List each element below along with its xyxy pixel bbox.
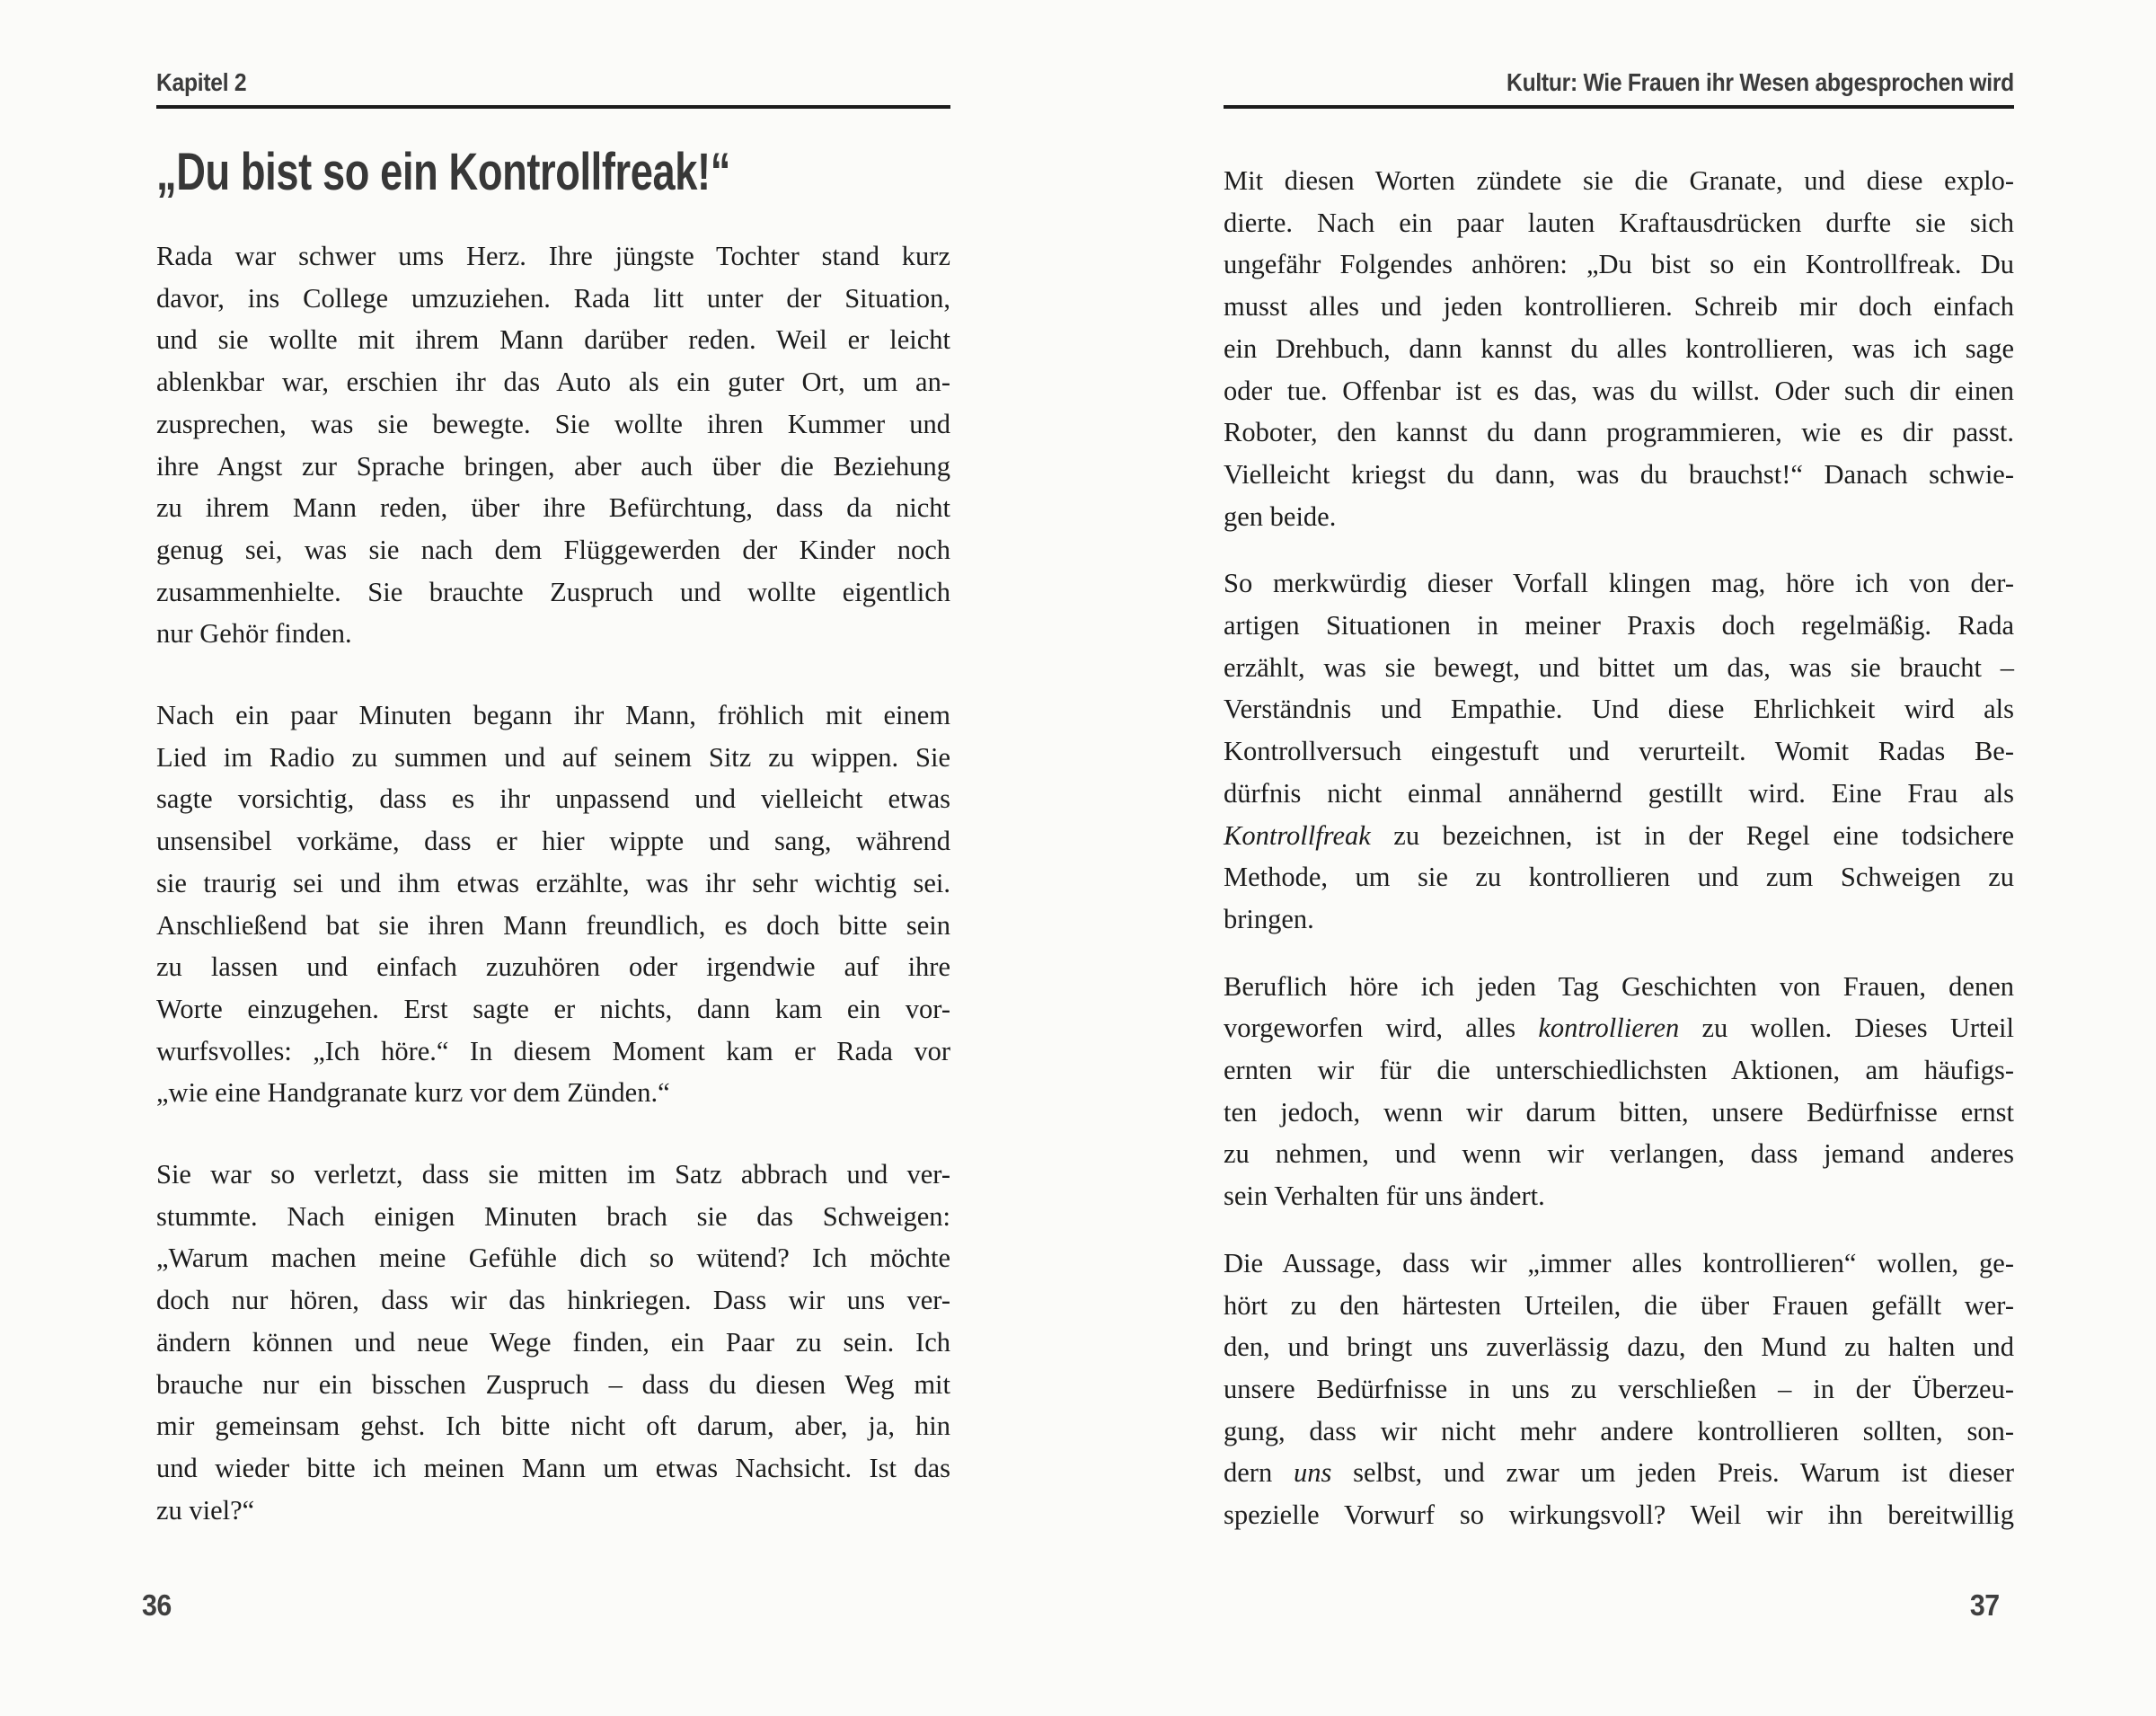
paragraph xyxy=(1224,1243,2014,1536)
text-line: doch nur hören, dass wir das hinkriegen. Dass wir uns ver- xyxy=(156,1285,950,1316)
text-line: Rada war schwer ums Herz. Ihre jüngste Tochter stand kurz xyxy=(156,241,950,271)
text-line: ändern können und neue Wege finden, ein Paar zu sein. Ich xyxy=(156,1326,950,1358)
text-line: wurfsvolles: „Ich höre.“ In diesem Moment kam er Rada vor xyxy=(156,1035,950,1066)
text-line: Sie war so verletzt, dass sie mitten im Satz abbrach und ver- xyxy=(156,1159,950,1190)
text-line: zu lassen und einfach zuzuhören oder irgendwie auf ihre xyxy=(156,951,950,983)
text-line: und wieder bitte ich meinen Mann um etwas Nachsicht. Ist das xyxy=(156,1452,950,1483)
text-line: ablenkbar war, erschien ihr das Auto als ein guter Ort, um an- xyxy=(156,367,950,398)
paragraph xyxy=(156,694,950,1114)
text-line: So merkwürdig dieser Vorfall klingen mag, höre ich von der- xyxy=(1224,568,2014,599)
text-line: ten jedoch, wenn wir darum bitten, unsere Bedürfnisse ernst xyxy=(1224,1096,2014,1128)
text-line: Kontrollversuch eingestuft und verurteilt. Womit Radas Be- xyxy=(1224,736,2014,767)
running-header-right: Kultur: Wie Frauen ihr Wesen abgesprochen wird xyxy=(1507,68,2014,96)
text-line: dern uns selbst, und zwar um jeden Preis. Warum ist dieser xyxy=(1224,1457,2014,1489)
running-header-left: Kapitel 2 xyxy=(156,68,247,96)
text-line: nur Gehör finden. xyxy=(156,618,352,650)
text-line: vorgeworfen wird, alles kontrollieren zu wollen. Dieses Urteil xyxy=(1224,1013,2014,1044)
chapter-title: „Du bist so ein Kontrollfreak!“ xyxy=(156,143,730,201)
paragraph xyxy=(1224,966,2014,1217)
header-rule-right xyxy=(1224,105,2014,109)
text-line: musst alles und jeden kontrollieren. Schreib mir doch einfach xyxy=(1224,291,2014,323)
text-line: „Warum machen meine Gefühle dich so wütend? Ich möchte xyxy=(156,1243,950,1274)
text-line: spezielle Vorwurf so wirkungsvoll? Weil wir ihn bereitwillig xyxy=(1224,1499,2014,1531)
text-line: ungefähr Folgendes anhören: „Du bist so ein Kontrollfreak. Du xyxy=(1224,249,2014,280)
right-page xyxy=(1224,0,2014,1716)
text-line: sie traurig sei und ihm etwas erzählte, was ihr sehr wichtig sei. xyxy=(156,867,950,898)
paragraph xyxy=(1224,562,2014,940)
text-line: bringen. xyxy=(1224,903,1314,934)
text-line: zu ihrem Mann reden, über ihre Befürchtung, dass da nicht xyxy=(156,492,950,524)
text-line: zusprechen, was sie bewegte. Sie wollte ihren Kummer und xyxy=(156,408,950,439)
text-line: Beruflich höre ich jeden Tag Geschichten von Frauen, denen xyxy=(1224,970,2014,1002)
text-line: oder tue. Offenbar ist es das, was du willst. Oder such dir einen xyxy=(1224,375,2014,406)
text-line: dierte. Nach ein paar lauten Kraftausdrücken durfte sie sich xyxy=(1224,207,2014,238)
text-line: „wie eine Handgranate kurz vor dem Zünden.“ xyxy=(156,1077,670,1109)
text-line: Kontrollfreak zu bezeichnen, ist in der Regel eine todsichere xyxy=(1224,819,2014,851)
text-line: ein Drehbuch, dann kannst du alles kontrollieren, was ich sage xyxy=(1224,332,2014,364)
text-line: Die Aussage, dass wir „immer alles kontrollieren“ wollen, ge- xyxy=(1224,1247,2014,1278)
paragraph xyxy=(1224,160,2014,537)
text-line: gen beide. xyxy=(1224,500,1337,532)
text-line: hört zu den härtesten Urteilen, die über Frauen gefällt wer- xyxy=(1224,1289,2014,1321)
text-line: ernten wir für die unterschiedlichsten Aktionen, am häufigs- xyxy=(1224,1055,2014,1086)
text-line: unsere Bedürfnisse in uns zu verschließen – in der Überzeu- xyxy=(1224,1373,2014,1404)
text-line: und sie wollte mit ihrem Mann darüber reden. Weil er leicht xyxy=(156,324,950,356)
text-line: erzählt, was sie bewegt, und bittet um das, was sie braucht – xyxy=(1224,651,2014,683)
text-line: zusammenhielte. Sie brauchte Zuspruch und wollte eigentlich xyxy=(156,576,950,607)
text-line: Lied im Radio zu summen und auf seinem Sitz zu wippen. Sie xyxy=(156,741,950,773)
text-line: artigen Situationen in meiner Praxis doch regelmäßig. Rada xyxy=(1224,610,2014,641)
right-body-text xyxy=(1224,160,2014,1536)
text-line: Methode, um sie zu kontrollieren und zum Schweigen zu xyxy=(1224,862,2014,893)
paragraph xyxy=(156,235,950,655)
page-number-left: 36 xyxy=(142,1588,172,1622)
left-body-text xyxy=(156,235,950,1531)
text-line: sagte vorsichtig, dass es ihr unpassend und vielleicht etwas xyxy=(156,783,950,815)
text-line: zu nehmen, und wenn wir verlangen, dass jemand anderes xyxy=(1224,1138,2014,1170)
text-line: dürfnis nicht einmal annähernd gestillt wird. Eine Frau als xyxy=(1224,777,2014,809)
text-line: ihre Angst zur Sprache bringen, aber auch über die Beziehung xyxy=(156,450,950,482)
text-line: Verständnis und Empathie. Und diese Ehrlichkeit wird als xyxy=(1224,694,2014,725)
text-line: Worte einzugehen. Erst sagte er nichts, dann kam ein vor- xyxy=(156,993,950,1024)
text-line: gung, dass wir nicht mehr andere kontrollieren sollten, son- xyxy=(1224,1415,2014,1446)
text-line: zu viel?“ xyxy=(156,1494,255,1526)
text-line: sein Verhalten für uns ändert. xyxy=(1224,1181,1545,1212)
text-line: unsensibel vorkäme, dass er hier wippte und sang, während xyxy=(156,826,950,857)
text-line: Vielleicht kriegst du dann, was du brauchst!“ Danach schwie- xyxy=(1224,458,2014,490)
text-line: davor, ins College umzuziehen. Rada litt unter der Situation, xyxy=(156,282,950,314)
text-line: genug sei, was sie nach dem Flüggewerden der Kinder noch xyxy=(156,534,950,565)
text-line: mir gemeinsam gehst. Ich bitte nicht oft darum, aber, ja, hin xyxy=(156,1411,950,1442)
text-line: Anschließend bat sie ihren Mann freundlich, es doch bitte sein xyxy=(156,909,950,941)
left-page xyxy=(142,0,950,1716)
text-line: brauche nur ein bisschen Zuspruch – dass du diesen Weg mit xyxy=(156,1368,950,1400)
text-line: Mit diesen Worten zündete sie die Granate, und diese explo- xyxy=(1224,165,2014,196)
header-rule-left xyxy=(156,105,950,109)
text-line: stummte. Nach einigen Minuten brach sie das Schweigen: xyxy=(156,1200,950,1232)
page-number-right: 37 xyxy=(1970,1588,2000,1622)
text-line: den, und bringt uns zuverlässig dazu, den Mund zu halten und xyxy=(1224,1331,2014,1363)
text-line: Nach ein paar Minuten begann ihr Mann, fröhlich mit einem xyxy=(156,700,950,731)
text-line: Roboter, den kannst du dann programmieren, wie es dir passt. xyxy=(1224,417,2014,448)
paragraph xyxy=(156,1154,950,1531)
